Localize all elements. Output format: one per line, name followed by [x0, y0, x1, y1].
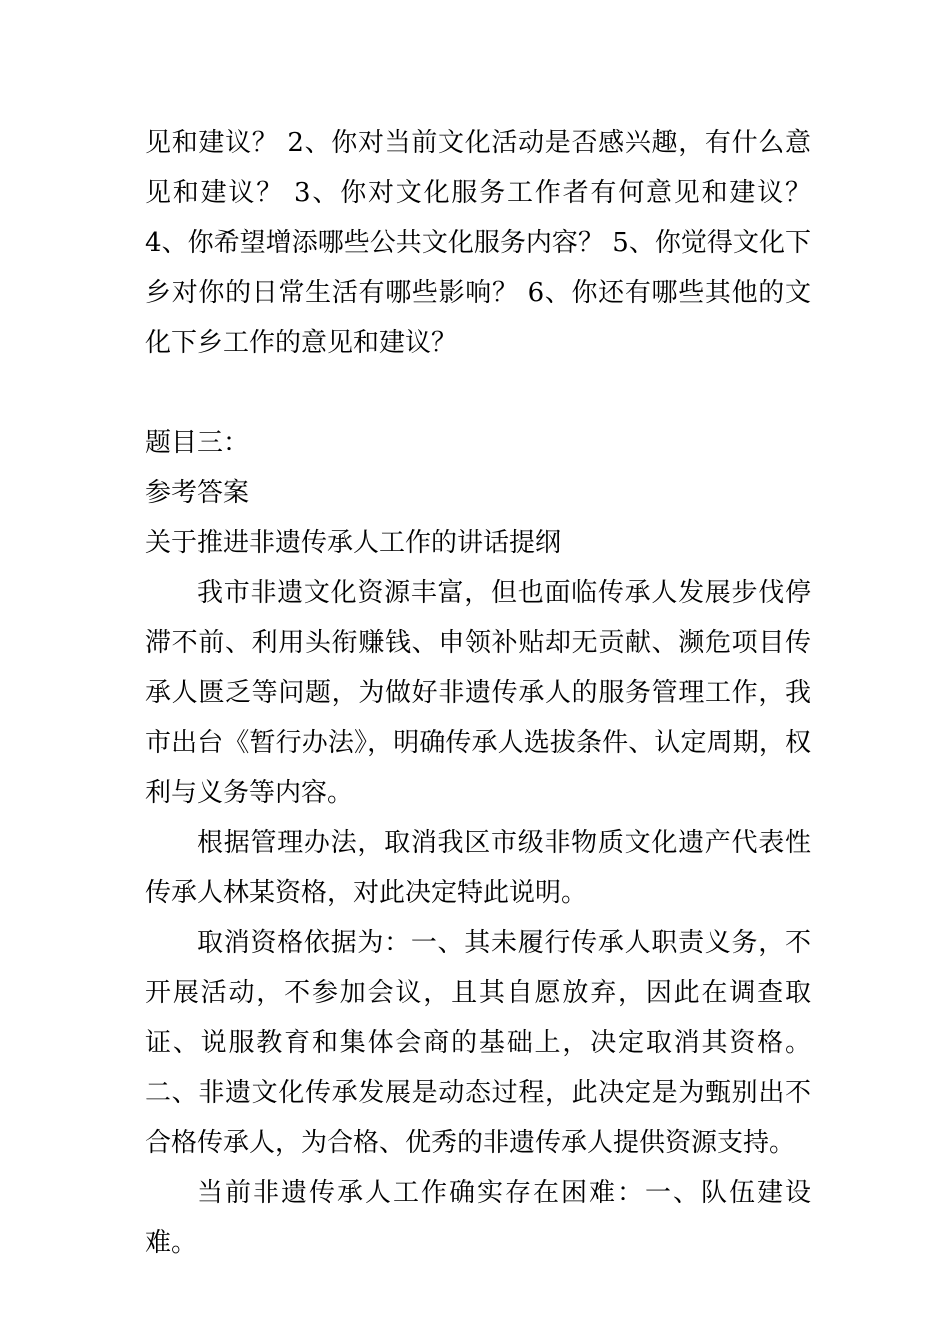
body-paragraph-2: 根据管理办法，取消我区市级非物质文化遗产代表性传承人林某资格，对此决定特此说明。 [145, 828, 811, 908]
answer-label: 参考答案 [145, 478, 250, 508]
outline-title: 关于推进非遗传承人工作的讲话提纲 [145, 528, 562, 558]
body-paragraph-1: 我市非遗文化资源丰富，但也面临传承人发展步伐停滞不前、利用头衔赚钱、申领补贴却无贡献、濒危项目传承人匮乏等问题，为做好非遗传承人的服务管理工作，我市出台《暂行办法》，明确传承人选拔条件、认定周期，权利与义务等内容。 [145, 578, 811, 808]
body-paragraph-3: 取消资格依据为：一、其未履行传承人职责义务，不开展活动，不参加会议，且其自愿放弃，因此在调查取证、说服教育和集体会商的基础上，决定取消其资格。二、非遗文化传承发展是动态过程，此决定是为甄别出不合格传承人，为合格、优秀的非遗传承人提供资源支持。 [145, 928, 811, 1158]
body-paragraph-4: 当前非遗传承人工作确实存在困难：一、队伍建设难。 [145, 1178, 811, 1258]
section-heading: 题目三： [145, 428, 250, 458]
intro-paragraph: 见和建议？ 2、你对当前文化活动是否感兴趣，有什么意见和建议？ 3、你对文化服务工作者有何意见和建议？ 4、你希望增添哪些公共文化服务内容？ 5、你觉得文化下乡对你的日常生活有哪些影响？ 6、你还有哪些其他的文化下乡工作的意见和建议？ [145, 128, 811, 358]
document-page [145, 118, 811, 1268]
blank-line [145, 368, 811, 418]
